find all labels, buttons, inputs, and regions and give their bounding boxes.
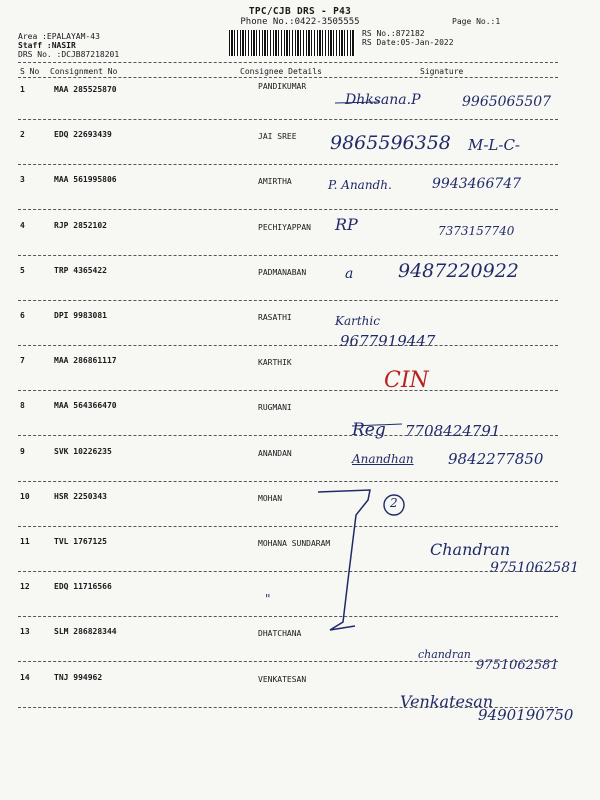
drs-number: DRS No. :DCJB87218201 xyxy=(18,50,120,59)
row-sno: 7 xyxy=(20,356,25,365)
row-consignee-name: PECHIYAPPAN xyxy=(258,223,311,232)
row-sno: 8 xyxy=(20,401,25,410)
underline-icon xyxy=(335,102,380,103)
row-consignment-no: MAA 286861117 xyxy=(54,356,117,365)
signature-1-phone: 9965065507 xyxy=(462,94,552,110)
row-consignment-no: MAA 564366470 xyxy=(54,401,117,410)
signature-8: Reg xyxy=(352,420,386,440)
row-sno: 3 xyxy=(20,175,25,184)
pen-line-icon xyxy=(318,490,370,630)
row-consignment-no: SLM 286828344 xyxy=(54,627,117,636)
row-consignee-name: DHATCHANA xyxy=(258,629,302,638)
signature-1: Dhksana.P xyxy=(345,92,421,108)
signature-4-phone: 7373157740 xyxy=(438,224,515,238)
signature-5-phone: 9487220922 xyxy=(398,260,519,282)
row-sno: 2 xyxy=(20,130,25,139)
page-number: Page No.:1 xyxy=(452,17,501,26)
column-sno: S No xyxy=(20,67,40,76)
signature-7: CIN xyxy=(384,368,429,393)
signature-10: 2 xyxy=(390,496,398,510)
row-consignee-name: MOHAN xyxy=(258,494,283,503)
row-consignee-name: ANANDAN xyxy=(258,449,292,458)
row-consignment-no: TNJ 994962 xyxy=(54,673,103,682)
row-consignment-no: SVK 10226235 xyxy=(54,447,112,456)
row-consignee-name: RUGMANI xyxy=(258,403,292,412)
rs-date: RS Date:05-Jan-2022 xyxy=(362,38,454,47)
area-label: Area :EPALAYAM-43 xyxy=(18,32,100,41)
signature-3-phone: 9943466747 xyxy=(432,176,522,192)
sheet-title: TPC/CJB DRS - P43 xyxy=(248,6,352,17)
row-sno: 11 xyxy=(20,537,30,546)
row-consignee-name: KARTHIK xyxy=(258,358,292,367)
signature-14: Venkatesan xyxy=(400,692,494,711)
row-consignment-no: HSR 2250343 xyxy=(54,492,107,501)
signature-11-phone: 9751062581 xyxy=(490,560,580,576)
signature-6: Karthic xyxy=(335,314,380,328)
row-sno: 10 xyxy=(20,492,30,501)
row-sno: 5 xyxy=(20,266,25,275)
row-sno: 13 xyxy=(20,627,30,636)
column-consignee: Consignee Details xyxy=(240,67,322,76)
signature-5: a xyxy=(345,266,354,282)
signature-6-phone: 9677919447 xyxy=(340,332,436,350)
signature-9-phone: 9842277850 xyxy=(448,450,544,468)
column-signature: Signature xyxy=(420,67,464,76)
column-consignment: Consignment No xyxy=(50,67,118,76)
signature-14-phone: 9490190750 xyxy=(478,706,574,724)
row-consignee-name: JAI SREE xyxy=(258,132,297,141)
underline-icon xyxy=(352,424,402,426)
signature-2-mark: M-L-C- xyxy=(468,136,521,154)
row-consignee-name: AMIRTHA xyxy=(258,177,292,186)
row-sno: 1 xyxy=(20,85,25,94)
signature-3: P. Anandh. xyxy=(328,178,392,192)
signature-8-phone: 7708424791 xyxy=(405,422,501,440)
staff-label: Staff :NASIR xyxy=(18,41,76,50)
row-consignment-no: TRP 4365422 xyxy=(54,266,107,275)
row-consignment-no: MAA 561995806 xyxy=(54,175,117,184)
signature-11: Chandran xyxy=(430,540,511,559)
signature-4: RP xyxy=(335,215,358,234)
row-consignment-no: RJP 2852102 xyxy=(54,221,107,230)
signature-2-phone: 9865596358 xyxy=(330,132,451,154)
row-consignment-no: EDQ 22693439 xyxy=(54,130,112,139)
signature-12: " xyxy=(265,592,271,606)
row-consignee-name: VENKATESAN xyxy=(258,675,307,684)
row-consignee-name: MOHANA SUNDARAM xyxy=(258,539,331,548)
row-consignee-name: PADMANABAN xyxy=(258,268,307,277)
row-sno: 14 xyxy=(20,673,30,682)
row-consignment-no: MAA 285525870 xyxy=(54,85,117,94)
signature-13-phone: 9751062581 xyxy=(476,658,559,673)
row-sno: 12 xyxy=(20,582,30,591)
signature-9: Anandhan xyxy=(352,452,414,466)
row-sno: 9 xyxy=(20,447,25,456)
row-consignment-no: EDQ 11716566 xyxy=(54,582,112,591)
rs-number: RS No.:872182 xyxy=(362,29,425,38)
row-consignment-no: TVL 1767125 xyxy=(54,537,107,546)
row-consignee-name: RASATHI xyxy=(258,313,292,322)
row-sno: 4 xyxy=(20,221,25,230)
phone-number: Phone No.:0422-3505555 xyxy=(240,17,360,27)
signature-13: chandran xyxy=(418,648,471,661)
row-consignee-name: PANDIKUMAR xyxy=(258,82,307,91)
circle-mark-icon xyxy=(384,495,404,515)
row-sno: 6 xyxy=(20,311,25,320)
row-consignment-no: DPI 9983081 xyxy=(54,311,107,320)
